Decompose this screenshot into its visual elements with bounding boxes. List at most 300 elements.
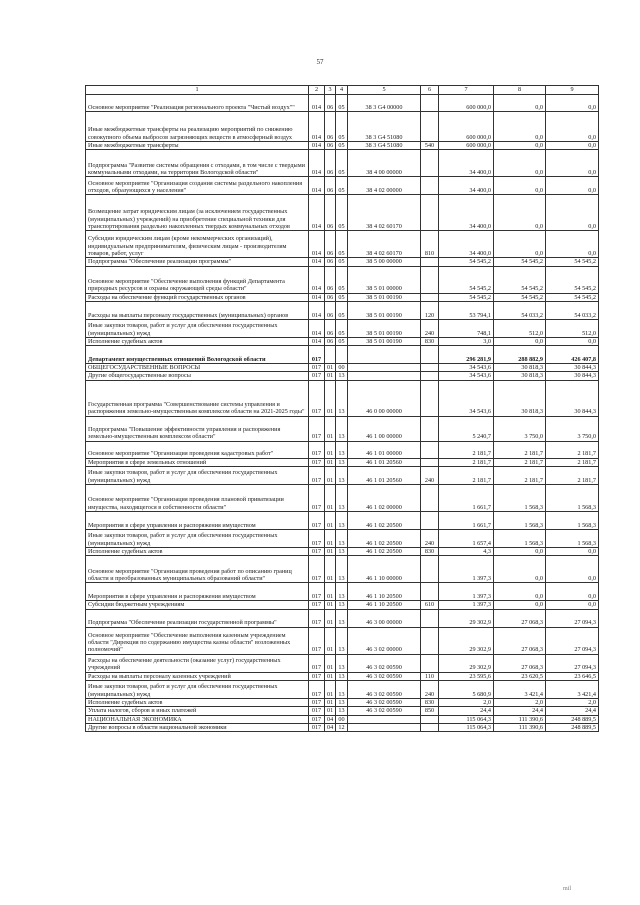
- code-subsection: 13: [336, 583, 348, 601]
- row-name: Основное мероприятие "Организация проведения плановой приватизации имущества, находящегося в собственности области": [86, 485, 309, 512]
- code-section: 06: [325, 319, 336, 337]
- amount-year-1: 1 397,3: [439, 556, 494, 583]
- amount-year-1: 1 661,7: [439, 512, 494, 530]
- amount-year-2: 288 882,9: [494, 346, 546, 364]
- code-expense-type: 610: [421, 601, 439, 609]
- code-section: 06: [325, 195, 336, 231]
- amount-year-2: 1 568,3: [494, 512, 546, 530]
- code-ministry: 014: [309, 150, 325, 177]
- row-name: Расходы на выплаты персоналу государственных (муниципальных) органов: [86, 301, 309, 319]
- row-name: Основное мероприятие "Обеспечение выполнения казенным учреждением области "Дирекция по содержанию имущества казны области" возложенных полномочий": [86, 627, 309, 654]
- table-row: [86, 346, 599, 364]
- code-section: 01: [325, 627, 336, 654]
- amount-year-3: 54 545,2: [546, 258, 599, 266]
- amount-year-2: 0,0: [494, 548, 546, 556]
- code-section: 06: [325, 258, 336, 266]
- amount-year-2: 27 068,3: [494, 627, 546, 654]
- code-ministry: 017: [309, 416, 325, 441]
- code-section: [325, 346, 336, 364]
- code-target: 46 3 02 00590: [348, 672, 421, 680]
- code-expense-type: [421, 150, 439, 177]
- amount-year-3: 27 094,3: [546, 627, 599, 654]
- row-name: Иные закупки товаров, работ и услуг для обеспечения государственных (муниципальных) нужд: [86, 319, 309, 337]
- amount-year-2: 0,0: [494, 583, 546, 601]
- amount-year-1: 34 543,6: [439, 364, 494, 372]
- row-name: Государственная программа "Совершенствование системы управления и распоряжения земельно-имущественным комплексом области на 2021-2025 годы": [86, 380, 309, 416]
- code-expense-type: [421, 293, 439, 301]
- amount-year-3: 0,0: [546, 583, 599, 601]
- amount-year-2: 0,0: [494, 112, 546, 142]
- code-expense-type: [421, 458, 439, 466]
- code-ministry: 017: [309, 601, 325, 609]
- row-name: Иные закупки товаров, работ и услуг для обеспечения государственных (муниципальных) нужд: [86, 530, 309, 548]
- code-section: 01: [325, 654, 336, 672]
- code-target: 38 3 G4 00000: [348, 95, 421, 112]
- code-expense-type: [421, 512, 439, 530]
- code-target: 46 1 02 20500: [348, 512, 421, 530]
- code-subsection: 00: [336, 715, 348, 723]
- table-row: [86, 715, 599, 723]
- code-expense-type: [421, 177, 439, 195]
- table-row: [86, 195, 599, 231]
- code-expense-type: [421, 654, 439, 672]
- amount-year-1: 54 545,2: [439, 266, 494, 293]
- amount-year-2: 0,0: [494, 195, 546, 231]
- code-target: 46 3 02 00590: [348, 698, 421, 706]
- code-ministry: 014: [309, 195, 325, 231]
- row-name: Основное мероприятие "Обеспечение выполнения функций Департамента природных ресурсов и охраны окружающей среды области": [86, 266, 309, 293]
- amount-year-3: 0,0: [546, 601, 599, 609]
- amount-year-1: 1 657,4: [439, 530, 494, 548]
- code-subsection: 13: [336, 654, 348, 672]
- code-expense-type: 240: [421, 530, 439, 548]
- code-expense-type: [421, 627, 439, 654]
- amount-year-3: 0,0: [546, 95, 599, 112]
- amount-year-2: 2 181,7: [494, 458, 546, 466]
- code-ministry: 014: [309, 95, 325, 112]
- code-section: 04: [325, 715, 336, 723]
- column-header: 9: [546, 86, 599, 95]
- code-ministry: 017: [309, 467, 325, 485]
- row-name: Основное мероприятие "Реализация регионального проекта "Чистый воздух"": [86, 95, 309, 112]
- amount-year-2: 0,0: [494, 142, 546, 150]
- table-row: [86, 680, 599, 698]
- code-subsection: 13: [336, 672, 348, 680]
- table-row: [86, 293, 599, 301]
- code-ministry: 014: [309, 258, 325, 266]
- amount-year-1: 2 181,7: [439, 467, 494, 485]
- table-row: [86, 441, 599, 458]
- amount-year-1: 600 000,0: [439, 142, 494, 150]
- amount-year-3: 54 545,2: [546, 266, 599, 293]
- amount-year-3: 2 181,7: [546, 441, 599, 458]
- code-subsection: 13: [336, 698, 348, 706]
- code-subsection: 13: [336, 680, 348, 698]
- table-row: [86, 556, 599, 583]
- code-expense-type: [421, 95, 439, 112]
- amount-year-3: 3 750,0: [546, 416, 599, 441]
- amount-year-1: 34 400,0: [439, 150, 494, 177]
- page-number: 57: [316, 58, 324, 66]
- code-section: 01: [325, 609, 336, 627]
- amount-year-1: 600 000,0: [439, 95, 494, 112]
- amount-year-2: 30 818,3: [494, 364, 546, 372]
- table-row: [86, 95, 599, 112]
- row-name: НАЦИОНАЛЬНАЯ ЭКОНОМИКА: [86, 715, 309, 723]
- code-expense-type: 830: [421, 337, 439, 345]
- code-expense-type: [421, 609, 439, 627]
- amount-year-1: 54 545,2: [439, 293, 494, 301]
- code-target: 38 4 02 60170: [348, 195, 421, 231]
- table-row: [86, 707, 599, 715]
- code-subsection: 05: [336, 95, 348, 112]
- amount-year-3: 0,0: [546, 548, 599, 556]
- code-subsection: 13: [336, 441, 348, 458]
- code-ministry: 014: [309, 293, 325, 301]
- code-expense-type: [421, 346, 439, 364]
- table-row: [86, 319, 599, 337]
- amount-year-2: 30 818,3: [494, 380, 546, 416]
- code-section: 01: [325, 601, 336, 609]
- code-ministry: 017: [309, 707, 325, 715]
- table-row: [86, 364, 599, 372]
- code-section: 06: [325, 293, 336, 301]
- code-ministry: 014: [309, 319, 325, 337]
- code-ministry: 017: [309, 715, 325, 723]
- code-section: 01: [325, 530, 336, 548]
- amount-year-3: 30 844,3: [546, 364, 599, 372]
- column-header: 1: [86, 86, 309, 95]
- row-name: Субсидии юридическим лицам (кроме некоммерческих организаций), индивидуальным предпринимателям, физическим лицам - производителям товаров, работ, услуг: [86, 231, 309, 258]
- amount-year-2: 27 068,3: [494, 654, 546, 672]
- amount-year-3: 30 844,3: [546, 380, 599, 416]
- row-name: Исполнение судебных актов: [86, 698, 309, 706]
- table-row: [86, 380, 599, 416]
- code-subsection: 13: [336, 458, 348, 466]
- code-section: 01: [325, 467, 336, 485]
- code-ministry: 017: [309, 654, 325, 672]
- code-expense-type: 830: [421, 548, 439, 556]
- code-section: 01: [325, 485, 336, 512]
- column-header: 2: [309, 86, 325, 95]
- amount-year-2: 27 068,3: [494, 609, 546, 627]
- amount-year-1: 34 543,6: [439, 380, 494, 416]
- code-section: 01: [325, 680, 336, 698]
- row-name: Иные закупки товаров, работ и услуг для обеспечения государственных (муниципальных) нужд: [86, 467, 309, 485]
- code-subsection: 00: [336, 364, 348, 372]
- table-header-row: [86, 86, 599, 95]
- amount-year-3: 0,0: [546, 195, 599, 231]
- amount-year-1: 1 661,7: [439, 485, 494, 512]
- code-expense-type: [421, 364, 439, 372]
- code-target: [348, 364, 421, 372]
- code-subsection: 05: [336, 258, 348, 266]
- amount-year-3: 54 545,2: [546, 293, 599, 301]
- code-target: 46 1 02 00000: [348, 485, 421, 512]
- amount-year-2: 23 620,5: [494, 672, 546, 680]
- code-ministry: 014: [309, 231, 325, 258]
- amount-year-3: 0,0: [546, 177, 599, 195]
- column-header: 8: [494, 86, 546, 95]
- code-expense-type: [421, 583, 439, 601]
- code-subsection: 13: [336, 601, 348, 609]
- amount-year-2: 54 545,2: [494, 293, 546, 301]
- amount-year-1: 29 302,9: [439, 609, 494, 627]
- code-ministry: 017: [309, 556, 325, 583]
- code-section: 01: [325, 380, 336, 416]
- row-name: Исполнение судебных актов: [86, 548, 309, 556]
- row-name: Подпрограмма "Развитие системы обращения с отходами, в том числе с твердыми коммунальными отходами, на территории Вологодской области": [86, 150, 309, 177]
- code-target: 46 1 10 20500: [348, 601, 421, 609]
- table-row: [86, 467, 599, 485]
- code-ministry: 017: [309, 441, 325, 458]
- code-expense-type: 810: [421, 231, 439, 258]
- table-row: [86, 627, 599, 654]
- amount-year-1: 2 181,7: [439, 458, 494, 466]
- code-section: 01: [325, 707, 336, 715]
- code-expense-type: 110: [421, 672, 439, 680]
- amount-year-2: 1 568,3: [494, 530, 546, 548]
- amount-year-1: 600 000,0: [439, 112, 494, 142]
- code-subsection: 12: [336, 723, 348, 731]
- row-name: Основное мероприятие "Организация создания системы раздельного накопления отходов, образующихся у населения": [86, 177, 309, 195]
- table-row: [86, 231, 599, 258]
- amount-year-3: 1 568,3: [546, 530, 599, 548]
- code-expense-type: 240: [421, 467, 439, 485]
- table-row: [86, 458, 599, 466]
- amount-year-1: 115 064,3: [439, 723, 494, 731]
- code-target: [348, 723, 421, 731]
- amount-year-2: 2,0: [494, 698, 546, 706]
- amount-year-3: 2 181,7: [546, 467, 599, 485]
- code-ministry: 014: [309, 301, 325, 319]
- amount-year-3: 3 421,4: [546, 680, 599, 698]
- code-subsection: 13: [336, 467, 348, 485]
- table-row: [86, 258, 599, 266]
- code-ministry: 017: [309, 548, 325, 556]
- amount-year-2: 0,0: [494, 231, 546, 258]
- code-subsection: 13: [336, 485, 348, 512]
- table-row: [86, 548, 599, 556]
- amount-year-3: 23 646,5: [546, 672, 599, 680]
- code-ministry: 017: [309, 530, 325, 548]
- table-row: [86, 416, 599, 441]
- amount-year-1: 24,4: [439, 707, 494, 715]
- amount-year-3: 2,0: [546, 698, 599, 706]
- row-name: Департамент имущественных отношений Вологодской области: [86, 346, 309, 364]
- amount-year-2: 0,0: [494, 95, 546, 112]
- amount-year-1: 29 302,9: [439, 654, 494, 672]
- code-section: 06: [325, 231, 336, 258]
- code-ministry: 017: [309, 627, 325, 654]
- code-ministry: 017: [309, 485, 325, 512]
- code-target: 46 3 02 00000: [348, 627, 421, 654]
- code-expense-type: [421, 441, 439, 458]
- code-section: 06: [325, 112, 336, 142]
- amount-year-3: 0,0: [546, 150, 599, 177]
- amount-year-1: 23 595,6: [439, 672, 494, 680]
- code-expense-type: 240: [421, 680, 439, 698]
- code-section: 06: [325, 177, 336, 195]
- code-subsection: 05: [336, 337, 348, 345]
- column-header: 3: [325, 86, 336, 95]
- budget-table: [85, 85, 599, 732]
- code-subsection: 13: [336, 707, 348, 715]
- amount-year-2: 54 033,2: [494, 301, 546, 319]
- code-subsection: 05: [336, 112, 348, 142]
- amount-year-2: 54 545,2: [494, 258, 546, 266]
- code-ministry: 014: [309, 337, 325, 345]
- row-name: Иные межбюджетные трансферты на реализацию мероприятий по снижению совокупного объема выбросов загрязняющих веществ в атмосферный воздух: [86, 112, 309, 142]
- code-expense-type: 240: [421, 319, 439, 337]
- row-name: Расходы на выплаты персоналу казенных учреждений: [86, 672, 309, 680]
- code-target: 46 1 01 20560: [348, 467, 421, 485]
- code-expense-type: [421, 266, 439, 293]
- row-name: Другие вопросы в области национальной экономики: [86, 723, 309, 731]
- code-expense-type: [421, 556, 439, 583]
- table-row: [86, 142, 599, 150]
- code-expense-type: [421, 112, 439, 142]
- amount-year-1: 5 680,9: [439, 680, 494, 698]
- code-target: 46 1 10 00000: [348, 556, 421, 583]
- code-ministry: 017: [309, 364, 325, 372]
- footer-mark: mil: [563, 886, 572, 892]
- code-ministry: 014: [309, 142, 325, 150]
- code-section: 01: [325, 556, 336, 583]
- amount-year-2: 0,0: [494, 601, 546, 609]
- amount-year-2: 3 421,4: [494, 680, 546, 698]
- table-row: [86, 654, 599, 672]
- code-target: [348, 715, 421, 723]
- code-expense-type: [421, 380, 439, 416]
- amount-year-3: 0,0: [546, 231, 599, 258]
- code-expense-type: [421, 416, 439, 441]
- row-name: Уплата налогов, сборов и иных платежей: [86, 707, 309, 715]
- code-section: 01: [325, 698, 336, 706]
- code-subsection: 05: [336, 142, 348, 150]
- amount-year-1: 5 240,7: [439, 416, 494, 441]
- amount-year-3: 2 181,7: [546, 458, 599, 466]
- amount-year-3: 30 844,3: [546, 372, 599, 380]
- code-subsection: 13: [336, 416, 348, 441]
- table-row: [86, 112, 599, 142]
- amount-year-3: 24,4: [546, 707, 599, 715]
- code-target: 46 3 00 00000: [348, 609, 421, 627]
- row-name: Мероприятия в сфере управления и распоряжения имуществом: [86, 583, 309, 601]
- table-row: [86, 530, 599, 548]
- code-subsection: 13: [336, 556, 348, 583]
- code-subsection: 05: [336, 150, 348, 177]
- code-ministry: 017: [309, 372, 325, 380]
- row-name: Основное мероприятие "Организация проведения работ по описанию границ области и преобразованных муниципальных образований области": [86, 556, 309, 583]
- amount-year-2: 0,0: [494, 150, 546, 177]
- amount-year-1: 4,3: [439, 548, 494, 556]
- code-subsection: 13: [336, 512, 348, 530]
- code-subsection: 05: [336, 231, 348, 258]
- column-header: 6: [421, 86, 439, 95]
- amount-year-2: 2 181,7: [494, 467, 546, 485]
- code-section: 01: [325, 416, 336, 441]
- code-target: 46 1 02 20500: [348, 548, 421, 556]
- amount-year-2: 30 818,3: [494, 372, 546, 380]
- code-expense-type: 830: [421, 698, 439, 706]
- table-row: [86, 301, 599, 319]
- code-subsection: 05: [336, 301, 348, 319]
- code-subsection: 13: [336, 380, 348, 416]
- code-subsection: 05: [336, 195, 348, 231]
- code-target: 46 1 02 20500: [348, 530, 421, 548]
- code-target: 46 3 02 00590: [348, 707, 421, 715]
- code-ministry: 017: [309, 698, 325, 706]
- code-section: 06: [325, 301, 336, 319]
- amount-year-1: 34 543,6: [439, 372, 494, 380]
- code-ministry: 017: [309, 723, 325, 731]
- code-subsection: 13: [336, 548, 348, 556]
- code-target: 46 1 01 00000: [348, 441, 421, 458]
- amount-year-3: 27 094,3: [546, 609, 599, 627]
- code-target: 38 4 02 00000: [348, 177, 421, 195]
- code-subsection: [336, 346, 348, 364]
- code-expense-type: [421, 195, 439, 231]
- code-target: [348, 346, 421, 364]
- code-section: 01: [325, 364, 336, 372]
- row-name: Иные закупки товаров, работ и услуг для обеспечения государственных (муниципальных) нужд: [86, 680, 309, 698]
- column-header: 4: [336, 86, 348, 95]
- amount-year-1: 29 302,9: [439, 627, 494, 654]
- code-section: 01: [325, 512, 336, 530]
- code-target: [348, 372, 421, 380]
- code-ministry: 014: [309, 177, 325, 195]
- amount-year-3: 27 094,3: [546, 654, 599, 672]
- code-section: 06: [325, 142, 336, 150]
- code-target: 38 3 G4 51080: [348, 142, 421, 150]
- amount-year-1: 1 397,3: [439, 583, 494, 601]
- row-name: Исполнение судебных актов: [86, 337, 309, 345]
- code-ministry: 017: [309, 680, 325, 698]
- row-name: Другие общегосударственные вопросы: [86, 372, 309, 380]
- code-section: 01: [325, 583, 336, 601]
- code-target: 46 3 02 00590: [348, 680, 421, 698]
- code-target: 46 1 10 20500: [348, 583, 421, 601]
- code-target: 38 4 00 00000: [348, 150, 421, 177]
- amount-year-1: 34 400,0: [439, 231, 494, 258]
- code-target: 38 5 01 00000: [348, 266, 421, 293]
- amount-year-3: 1 568,3: [546, 512, 599, 530]
- code-subsection: 05: [336, 293, 348, 301]
- amount-year-2: 0,0: [494, 177, 546, 195]
- code-section: 01: [325, 372, 336, 380]
- table-row: [86, 150, 599, 177]
- amount-year-3: 0,0: [546, 337, 599, 345]
- code-target: 46 1 00 00000: [348, 416, 421, 441]
- amount-year-3: 248 889,5: [546, 715, 599, 723]
- code-expense-type: 850: [421, 707, 439, 715]
- code-target: 38 5 01 00190: [348, 337, 421, 345]
- code-expense-type: [421, 723, 439, 731]
- code-ministry: 017: [309, 609, 325, 627]
- code-section: 06: [325, 337, 336, 345]
- code-target: 38 5 01 00190: [348, 319, 421, 337]
- row-name: Расходы на обеспечение функций государственных органов: [86, 293, 309, 301]
- code-ministry: 017: [309, 583, 325, 601]
- amount-year-1: 2,0: [439, 698, 494, 706]
- amount-year-2: 111 390,6: [494, 715, 546, 723]
- column-header: 5: [348, 86, 421, 95]
- code-target: 38 5 00 00000: [348, 258, 421, 266]
- code-target: 46 3 02 00590: [348, 654, 421, 672]
- code-target: 38 4 02 60170: [348, 231, 421, 258]
- amount-year-1: 1 397,3: [439, 601, 494, 609]
